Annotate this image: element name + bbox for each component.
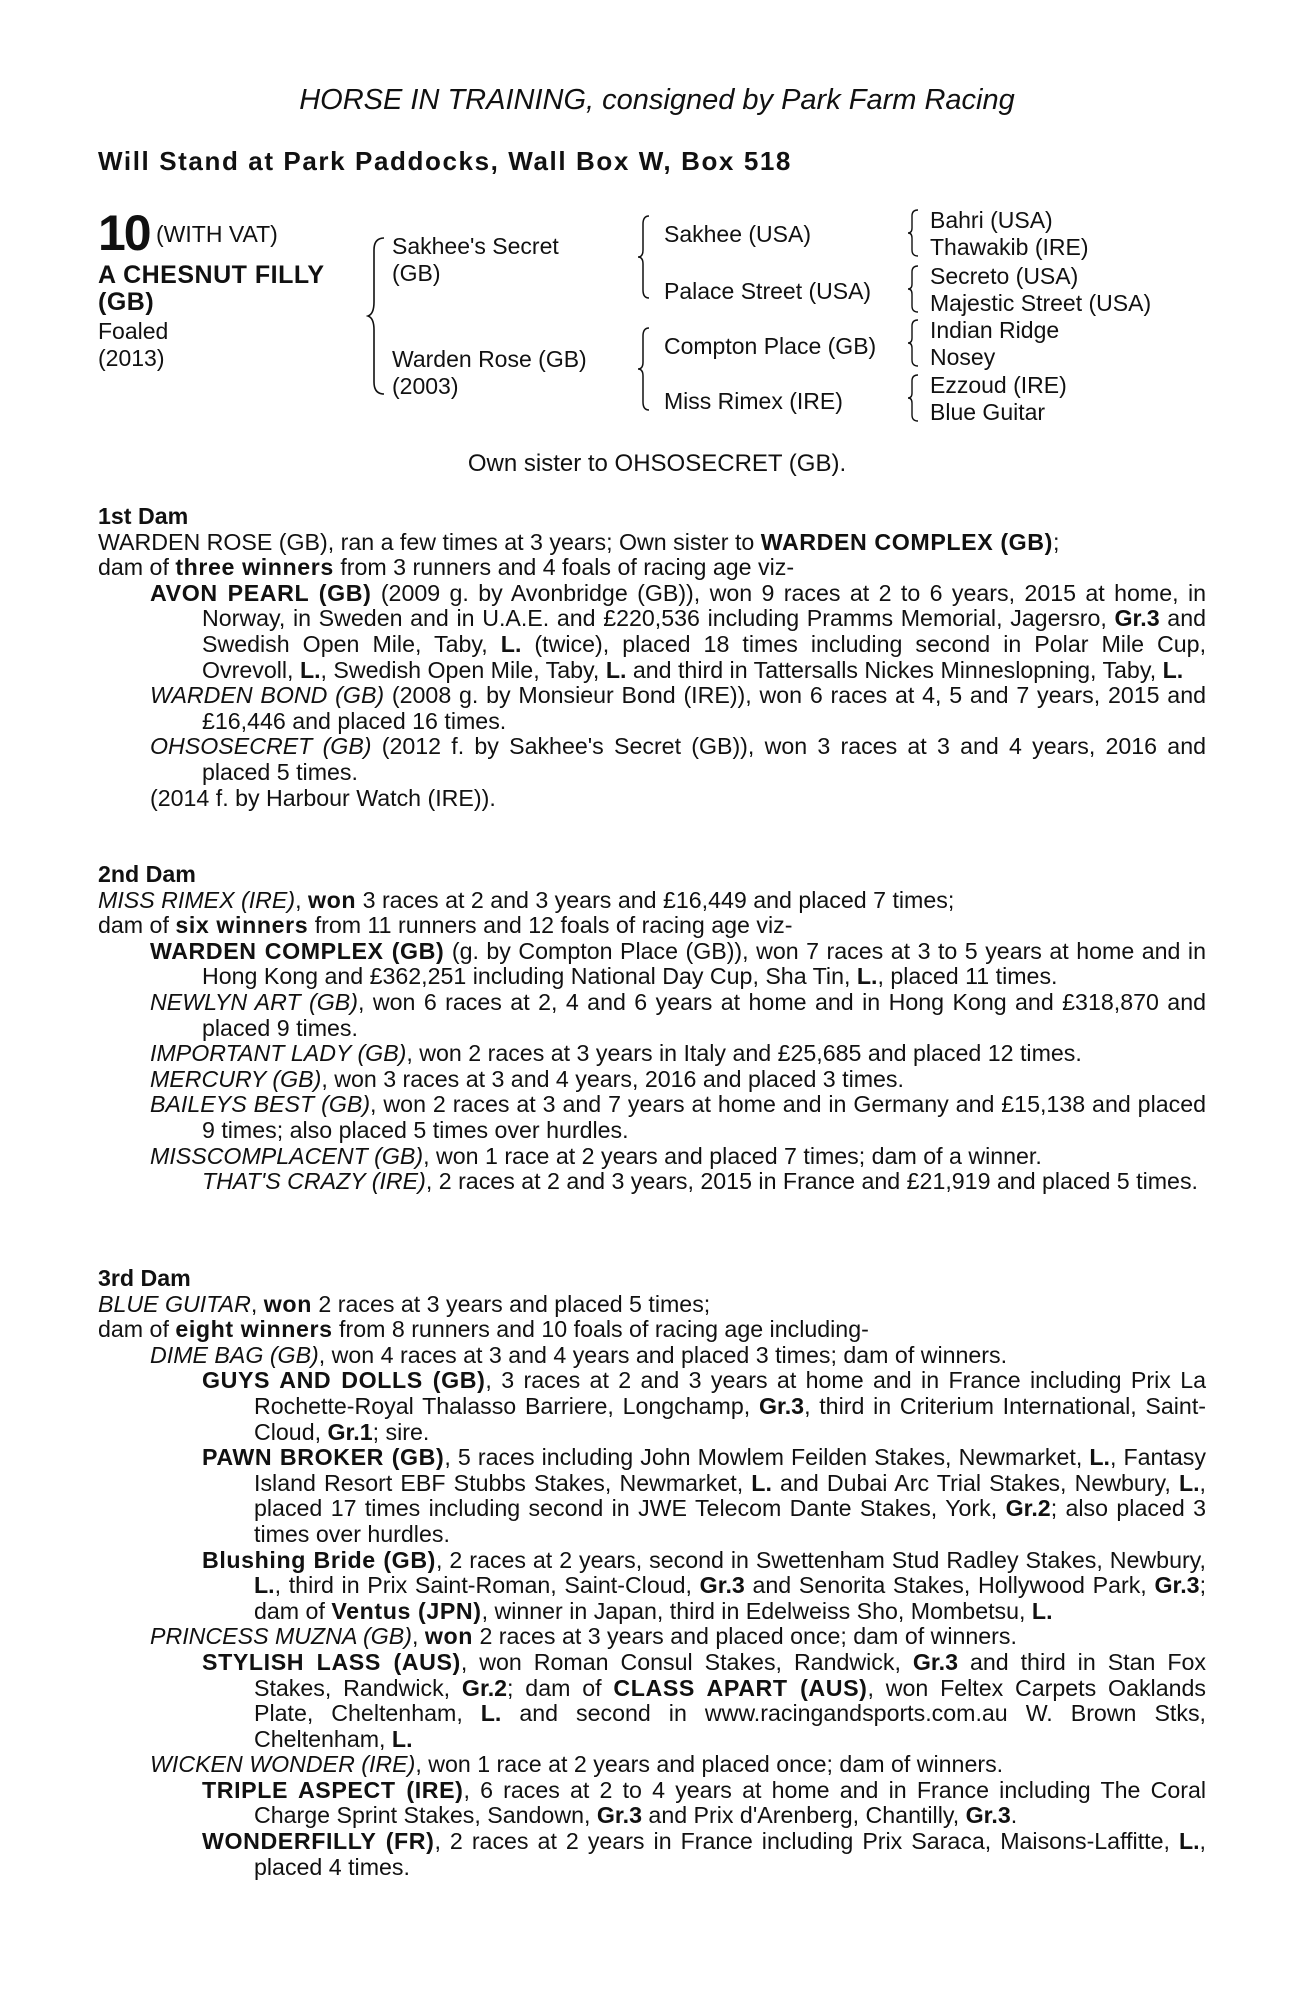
pedigree-brace-g3a bbox=[906, 208, 920, 258]
g3-dds: Ezzoud (IRE) bbox=[930, 372, 1067, 398]
entry-important-lady: IMPORTANT LADY (GB), won 2 races at 3 years in Italy and £25,685 and placed 12 times. bbox=[150, 1040, 1082, 1067]
entry-princess-muzna: PRINCESS MUZNA (GB), won 2 races at 3 years and placed once; dam of winners. bbox=[150, 1623, 1017, 1650]
lot-number-value: 10 bbox=[98, 205, 150, 261]
first-dam-produce: dam of three winners from 3 runners and 4 foals of racing age viz- bbox=[98, 554, 795, 581]
third-dam-heading: 3rd Dam bbox=[98, 1265, 191, 1291]
entry-triple-aspect: TRIPLE ASPECT (IRE), 6 races at 2 to 4 years at home and in France including The Coral Charge Sprint Stakes, Sandown, Gr.3 and Prix d'Arenberg, Chantilly, Gr.3. bbox=[202, 1776, 1206, 1829]
third-dam-produce: dam of eight winners from 8 runners and 10 foals of racing age including- bbox=[98, 1316, 869, 1343]
dam-line1: Warden Rose (GB) bbox=[392, 346, 587, 372]
entry-misscomplacent: MISSCOMPLACENT (GB), won 1 race at 2 years and placed 7 times; dam of a winner. bbox=[150, 1142, 1042, 1169]
third-dam-section bbox=[98, 1266, 1206, 1880]
entry-warden-bond: WARDEN BOND (GB) (2008 g. by Monsieur Bond (IRE)), won 6 races at 4, 5 and 7 years, 2015 and £16,446 and placed 16 times. bbox=[150, 682, 1206, 734]
second-dam-section bbox=[98, 862, 1206, 1195]
foaled-info bbox=[98, 318, 168, 372]
lot-number bbox=[98, 204, 278, 262]
pedigree-brace-sire bbox=[636, 214, 652, 300]
dam-line2: (2003) bbox=[392, 373, 459, 399]
foaled-label: Foaled bbox=[98, 318, 169, 344]
entry-dime-bag: DIME BAG (GB), won 4 races at 3 and 4 years and placed 3 times; dam of winners. bbox=[150, 1341, 1008, 1368]
foaled-year: (2013) bbox=[98, 345, 165, 371]
g3-ssd: Thawakib (IRE) bbox=[930, 234, 1089, 260]
entry-stylish-lass: STYLISH LASS (AUS), won Roman Consul Stakes, Randwick, Gr.3 and third in Stan Fox Stakes, Randwick, Gr.2; dam of CLASS APART (AUS), won Feltex Carpets Oaklands Plate, Cheltenham, L. and second in www.racingandsports.com.au W. Brown Stks, Cheltenham, L. bbox=[202, 1648, 1207, 1752]
entry-warden-complex: WARDEN COMPLEX (GB) (g. by Compton Place (GB)), won 7 races at 3 to 5 years at home and in Hong Kong and £362,251 including National Day Cup, Sha Tin, L., placed 11 times. bbox=[150, 937, 1206, 990]
pedigree-brace-g3b bbox=[906, 264, 920, 314]
second-dam-heading: 2nd Dam bbox=[98, 861, 196, 887]
entry-wonderfilly: WONDERFILLY (FR), 2 races at 2 years in France including Prix Saraca, Maisons-Laffitte, L., placed 4 times. bbox=[202, 1828, 1206, 1880]
pedigree-brace-g3c bbox=[906, 318, 920, 368]
pedigree-brace-g3d bbox=[906, 373, 920, 423]
entry-2014-foal: (2014 f. by Harbour Watch (IRE)). bbox=[150, 784, 496, 811]
g3-sdd: Majestic Street (USA) bbox=[930, 290, 1152, 316]
entry-mercury: MERCURY (GB), won 3 races at 3 and 4 years, 2016 and placed 3 times. bbox=[150, 1065, 904, 1092]
g3-ddd: Blue Guitar bbox=[930, 399, 1046, 425]
sibling-note: Own sister to OHSOSECRET (GB). bbox=[467, 450, 847, 477]
entry-thats-crazy: THAT'S CRAZY (IRE), 2 races at 2 and 3 years, 2015 in France and £21,919 and placed 5 times. bbox=[202, 1168, 1198, 1195]
g3-sss: Bahri (USA) bbox=[930, 207, 1053, 233]
g3-dsd: Nosey bbox=[930, 344, 996, 370]
vat-label: (WITH VAT) bbox=[156, 221, 278, 247]
entry-wicken-wonder: WICKEN WONDER (IRE), won 1 race at 2 years and placed once; dam of winners. bbox=[150, 1751, 1004, 1778]
pedigree-brace-dam bbox=[636, 326, 652, 412]
dam-sire: Compton Place (GB) bbox=[664, 333, 877, 359]
third-dam-intro: BLUE GUITAR, won 2 races at 3 years and placed 5 times; bbox=[98, 1290, 711, 1317]
first-dam-heading: 1st Dam bbox=[98, 503, 189, 529]
first-dam-section bbox=[98, 504, 1206, 811]
horse-description bbox=[98, 262, 325, 316]
entry-blushing-bride: Blushing Bride (GB), 2 races at 2 years, second in Swettenham Stud Radley Stakes, Newbury, L., third in Prix Saint-Roman, Saint-Cloud, Gr.3 and Senorita Stakes, Hollywood Park, Gr.3; dam of Ventus (JPN), winner in Japan, third in Edelweiss Sho, Mombetsu, L. bbox=[202, 1546, 1207, 1624]
first-dam-intro: WARDEN ROSE (GB), ran a few times at 3 years; Own sister to WARDEN COMPLEX (GB); bbox=[98, 528, 1060, 555]
entry-newlyn-art: NEWLYN ART (GB), won 6 races at 2, 4 and 6 years at home and in Hong Kong and £318,870 and placed 9 times. bbox=[150, 988, 1206, 1041]
dam-dam: Miss Rimex (IRE) bbox=[664, 388, 843, 414]
sire-sire: Sakhee (USA) bbox=[664, 221, 812, 247]
sire-dam: Palace Street (USA) bbox=[664, 278, 872, 304]
pedigree-brace-main bbox=[366, 236, 388, 396]
horse-line2: (GB) bbox=[98, 288, 155, 316]
second-dam-intro: MISS RIMEX (IRE), won 3 races at 2 and 3 years and £16,449 and placed 7 times; bbox=[98, 886, 955, 913]
page-title: HORSE IN TRAINING, consigned by Park Farm Racing bbox=[299, 84, 1015, 116]
stand-location: Will Stand at Park Paddocks, Wall Box W, Box 518 bbox=[98, 146, 792, 176]
g3-sds: Secreto (USA) bbox=[930, 263, 1079, 289]
sire-line2: (GB) bbox=[392, 260, 441, 286]
horse-line1: A CHESNUT FILLY bbox=[98, 261, 325, 289]
g3-dss: Indian Ridge bbox=[930, 317, 1060, 343]
entry-avon-pearl: AVON PEARL (GB) (2009 g. by Avonbridge (GB)), won 9 races at 2 to 6 years, 2015 at home, in Norway, in Sweden and in U.A.E. and £220,536 including Pramms Memorial, Jagersro, Gr.3 and Swedish Open Mile, Taby, L. (twice), placed 18 times including second in Polar Mile Cup, Ovrevoll, L., Swedish Open Mile, Taby, L. and third in Tattersalls Nickes Minneslopning, Taby, L. bbox=[150, 579, 1207, 683]
entry-pawn-broker: PAWN BROKER (GB), 5 races including John Mowlem Feilden Stakes, Newmarket, L., Fantasy Island Resort EBF Stubbs Stakes, Newmarket, L. and Dubai Arc Trial Stakes, Newbury, L., placed 17 times including second in JWE Telecom Dante Stakes, York, Gr.2; also placed 3 times over hurdles. bbox=[202, 1444, 1206, 1547]
entry-ohsosecret: OHSOSECRET (GB) (2012 f. by Sakhee's Secret (GB)), won 3 races at 3 and 4 years, 2016 and placed 5 times. bbox=[150, 733, 1206, 785]
entry-baileys-best: BAILEYS BEST (GB), won 2 races at 3 and 7 years at home and in Germany and £15,138 and placed 9 times; also placed 5 times over hurdles. bbox=[150, 1091, 1206, 1143]
second-dam-produce: dam of six winners from 11 runners and 12 foals of racing age viz- bbox=[98, 912, 793, 939]
sire-line1: Sakhee's Secret bbox=[392, 233, 559, 259]
entry-guys-and-dolls: GUYS AND DOLLS (GB), 3 races at 2 and 3 years at home and in France including Prix La Rochette-Royal Thalasso Barriere, Longchamp, Gr.3, third in Criterium International, Saint-Cloud, Gr.1; sire. bbox=[202, 1367, 1206, 1445]
